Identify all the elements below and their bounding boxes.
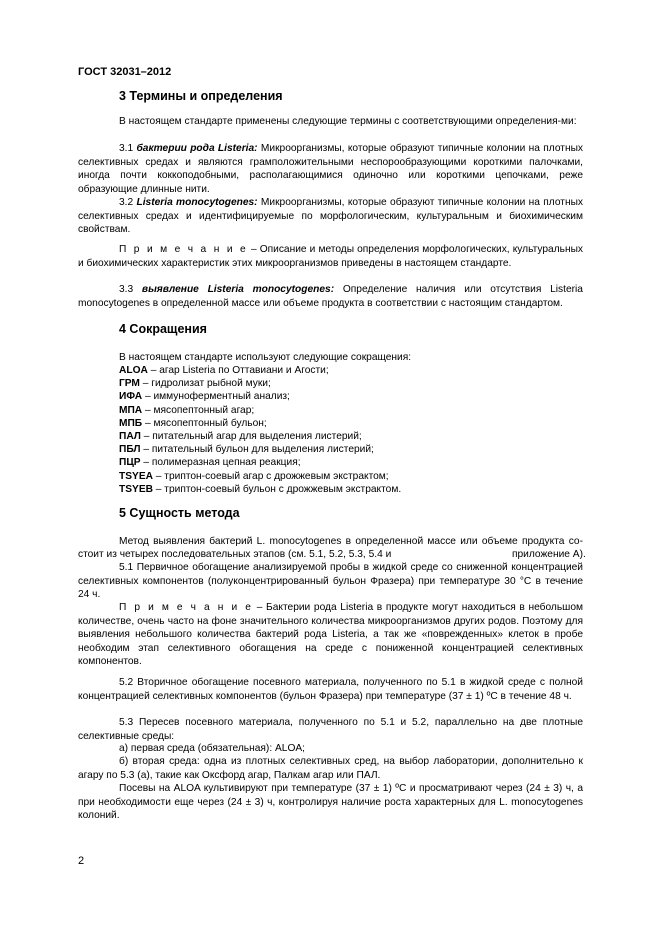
term-3-2-term: Listeria monocytogenes:	[136, 197, 258, 208]
section-5-p1-line1: Метод выявления бактерий L. monocytogenes в определенной массе или объеме продукта со-	[119, 536, 583, 547]
term-3-3	[78, 283, 583, 310]
term-3-2-number: 3.2	[119, 197, 134, 208]
section-4-heading: 4 Сокращения	[119, 322, 207, 336]
abbreviation-item: ПАЛ – питательный агар для выделения листерий;	[119, 431, 362, 443]
note-text: – Описание и методы определения морфологических, культуральных и биохимических характеристик этих микроорганизмов приведены в настоящем стандарте.	[78, 244, 584, 269]
abbreviation-item: ИФА – иммуноферментный анализ;	[119, 391, 290, 403]
document-header: ГОСТ 32031–2012	[78, 66, 172, 78]
section-5-p1-line2: стоит из четырех последовательных этапов (см. 5.1, 5.2, 5.3, 5.4 и	[78, 549, 392, 560]
abbreviation-item: ALOA – агар Listeria по Оттавиани и Агости;	[119, 365, 329, 376]
term-3-1-definition: Микроорганизмы, которые образуют типичные колонии на плотных селективных средах и являются грамположительными неспорообразующими короткими палочками, иногда почти коккоподобными, располагающимися одиночно или короткими цепочками, реже образующие длинные нити.	[78, 143, 583, 195]
term-3-2	[78, 196, 583, 237]
paragraph-5-3-c: Посевы на ALOA культивируют при температуре (37 ± 1) ºС и просматривают через (24 ± 3) ч, а при необходимости еще через (24 ± 3) ч, контролируя наличие роста характерных для L. monocytogenes колоний.	[78, 783, 583, 821]
term-3-1-number: 3.1	[119, 143, 134, 154]
section-5-heading: 5 Сущность метода	[119, 506, 240, 520]
term-3-1	[78, 142, 583, 196]
abbreviation-list	[119, 364, 401, 496]
term-3-1-term: бактерии рода Listeria:	[136, 143, 258, 154]
abbreviation-item: ПЦР – полимеразная цепная реакция;	[119, 457, 301, 469]
section-3-heading: 3 Термины и определения	[119, 89, 283, 103]
abbreviation-item: МПА – мясопептонный агар;	[119, 404, 255, 416]
note-text: – Бактерии рода Listeria в продукте могут находиться в небольшом количестве, очень часто на фоне значительного количества микроорганизмов других родов. Поэтому для выявления небольшого количества бактерий рода Listeria, а так же «поврежденных» клеток в пробе необходим этап селективного обогащения на среде с пониженной концентрацией селективных компонентов.	[78, 602, 583, 667]
abbreviation-item: TSYEB – триптон-соевый бульон с дрожжевым экстрактом.	[119, 483, 402, 495]
term-3-3-number: 3.3	[119, 284, 134, 295]
abbreviation-item: TSYEA – триптон-соевый агар с дрожжевым экстрактом;	[119, 470, 389, 482]
paragraph-5-3-a: а) первая среда (обязательная): ALOA;	[119, 743, 305, 754]
paragraph-5-2: 5.2 Вторичное обогащение посевного материала, полученного по 5.1 в жидкой среде с полной концентрацией селективных компонентов (бульон Фразера) при температуре (37 ± 1) ºС в течение 48 ч.	[78, 677, 583, 702]
term-3-2-definition: Микроорганизмы, которые образуют типичные колонии на плотных селективных средах и идентифицируемые по морфологическим, культуральным и биохимическим свойствам.	[78, 197, 583, 235]
section-3-intro: В настоящем стандарте применены следующие термины с соответствующими определения-ми:	[119, 116, 577, 127]
section-4-intro: В настоящем стандарте используют следующие сокращения:	[119, 352, 412, 363]
abbreviation-item: ПБЛ – питательный бульон для выделения листерий;	[119, 444, 374, 456]
paragraph-5-1: 5.1 Первичное обогащение анализируемой пробы в жидкой среде со сниженной концентрацией селективных компонентов (полуконцентрированный бульон Фразера) при температуре 30 °С в течение 24 ч.	[78, 562, 583, 600]
note-label: П р и м е ч а н и е	[119, 602, 254, 613]
paragraph-5-3-b: б) вторая среда: одна из плотных селективных сред, на выбор лаборатории, дополнительно к агару по 5.3 (а), такие как Оксфорд агар, Палкам агар или ПАЛ.	[78, 756, 583, 781]
abbreviation-item: ГРМ – гидролизат рыбной муки;	[119, 378, 271, 390]
abbreviation-item: МПБ – мясопептонный бульон;	[119, 417, 267, 429]
section-3-note	[78, 243, 583, 270]
section-5-note	[78, 601, 583, 669]
note-label: П р и м е ч а н и е	[119, 244, 248, 255]
page-number: 2	[78, 855, 85, 867]
paragraph-5-3: 5.3 Пересев посевного материала, полученного по 5.1 и 5.2, параллельно на две плотные селективные среды:	[78, 717, 583, 742]
term-3-3-definition: Определение наличия или отсутствия Listeria monocytogenes в определенной массе или объеме продукта в соответствии с настоящим стандартом.	[78, 284, 583, 309]
section-5-p1-appendix: приложение А).	[512, 549, 586, 560]
term-3-3-term: выявление Listeria monocytogenes:	[141, 284, 335, 295]
